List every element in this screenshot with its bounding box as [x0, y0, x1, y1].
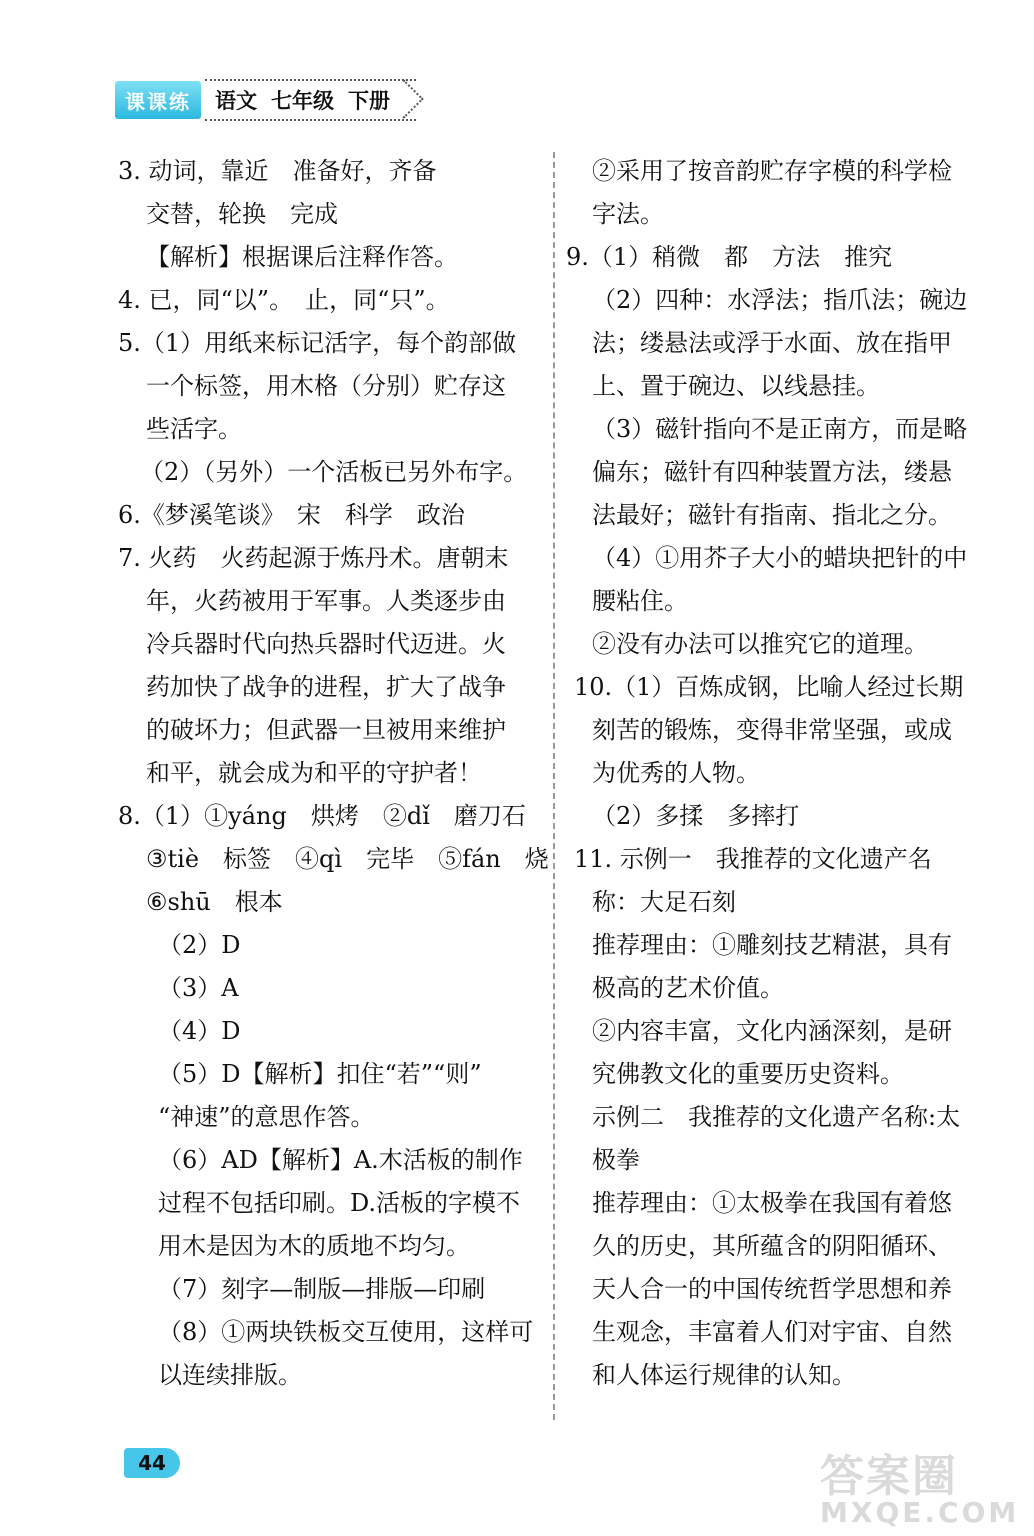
subject-label: 语文	[215, 89, 257, 113]
book-title	[205, 79, 416, 121]
answer-line: 5.（1）用纸来标记活字，每个韵部做	[118, 329, 517, 357]
right-column	[566, 150, 986, 1397]
answer-line: 3. 动词，靠近 准备好，齐备	[118, 157, 437, 185]
answer-line: （6）AD【解析】A.木活板的制作	[158, 1146, 523, 1174]
answer-line: （4）D	[158, 1017, 241, 1045]
answer-line: “神速”的意思作答。	[158, 1103, 375, 1131]
answer-line: 和人体运行规律的认知。	[592, 1361, 856, 1389]
answer-line: 过程不包括印刷。D.活板的字模不	[158, 1189, 521, 1217]
volume-label: 下册	[348, 89, 390, 113]
answer-line: 法最好；磁针有指南、指北之分。	[592, 501, 952, 529]
answer-line: ②采用了按音韵贮存字模的科学检	[592, 157, 952, 185]
answer-line: 10.（1）百炼成钢，比喻人经过长期	[574, 673, 964, 701]
answer-line: 用木是因为木的质地不均匀。	[158, 1232, 470, 1260]
answer-line: ②内容丰富，文化内涵深刻，是研	[592, 1017, 952, 1045]
answer-line: （3）磁针指向不是正南方，而是略	[592, 415, 968, 443]
answer-line: 上、置于碗边、以线悬挂。	[592, 372, 880, 400]
answer-line: 字法。	[592, 200, 664, 228]
answer-line: 8.（1）①yáng 烘烤 ②dǐ 磨刀石	[118, 802, 526, 830]
answer-line: 称：大足石刻	[592, 888, 736, 916]
answer-line: 以连续排版。	[158, 1361, 302, 1389]
answer-line: 示例二 我推荐的文化遗产名称:太	[592, 1103, 961, 1131]
page-number: 44	[124, 1448, 180, 1478]
brand-label: 课课练	[115, 81, 201, 119]
answer-line: 久的历史，其所蕴含的阴阳循环、	[592, 1232, 952, 1260]
watermark-url: MXQE.COM	[820, 1496, 1020, 1529]
answer-line: 9.（1）稍微 都 方法 推究	[566, 243, 893, 271]
answer-line: 偏东；磁针有四种装置方法，缕悬	[592, 458, 952, 486]
answer-line: （5）D【解析】扣住“若”“则”	[158, 1060, 482, 1088]
answer-line: 【解析】根据课后注释作答。	[146, 243, 458, 271]
answer-line: 极高的艺术价值。	[592, 974, 784, 1002]
answer-line: 交替，轮换 完成	[146, 200, 338, 228]
left-column	[118, 150, 549, 1397]
answer-line: 6.《梦溪笔谈》 宋 科学 政治	[118, 501, 465, 529]
answer-line: 究佛教文化的重要历史资料。	[592, 1060, 904, 1088]
answer-line: 推荐理由：①太极拳在我国有着悠	[592, 1189, 952, 1217]
answer-line: 和平，就会成为和平的守护者！	[146, 759, 482, 787]
answer-line: 天人合一的中国传统哲学思想和养	[592, 1275, 952, 1303]
answer-line: 为优秀的人物。	[592, 759, 760, 787]
answer-line: 冷兵器时代向热兵器时代迈进。火	[146, 630, 506, 658]
answer-line: ⑥shū 根本	[146, 888, 283, 916]
answer-line: （2）多揉 多摔打	[592, 802, 800, 830]
answer-line: 的破坏力；但武器一旦被用来维护	[146, 716, 506, 744]
watermark-text: 答案圈	[820, 1451, 958, 1502]
grade-label: 七年级	[271, 89, 334, 113]
answer-line: ③tiè 标签 ④qì 完毕 ⑤fán 烧	[146, 845, 549, 873]
answer-line: （7）刻字—制版—排版—印刷	[158, 1275, 486, 1303]
answer-line: 药加快了战争的进程，扩大了战争	[146, 673, 506, 701]
answer-line: 极拳	[592, 1146, 640, 1174]
page-header	[115, 80, 416, 120]
answer-line: 4. 已，同“以”。 止，同“只”。	[118, 286, 450, 314]
answer-line: ②没有办法可以推究它的道理。	[592, 630, 928, 658]
answer-line: 生观念，丰富着人们对宇宙、自然	[592, 1318, 952, 1346]
answer-line: （2）D	[158, 931, 241, 959]
answer-line: 推荐理由：①雕刻技艺精湛，具有	[592, 931, 952, 959]
answer-line: （4）①用芥子大小的蜡块把针的中	[592, 544, 968, 572]
column-divider	[553, 152, 555, 1420]
answer-line: 一个标签，用木格（分别）贮存这	[146, 372, 506, 400]
answer-line: （2）四种：水浮法；指爪法；碗边	[592, 286, 968, 314]
answer-line: 11. 示例一 我推荐的文化遗产名	[574, 845, 932, 873]
answer-line: （2）（另外）一个活板已另外布字。	[140, 458, 528, 486]
answer-line: 7. 火药 火药起源于炼丹术。唐朝末	[118, 544, 509, 572]
answer-line: （8）①两块铁板交互使用，这样可	[158, 1318, 534, 1346]
watermark	[820, 1440, 1020, 1530]
answer-line: 些活字。	[146, 415, 242, 443]
answer-line: 年，火药被用于军事。人类逐步由	[146, 587, 506, 615]
answer-line: 法；缕悬法或浮于水面、放在指甲	[592, 329, 952, 357]
answer-line: （3）A	[158, 974, 239, 1002]
answer-line: 腰粘住。	[592, 587, 688, 615]
answer-line: 刻苦的锻炼，变得非常坚强，或成	[592, 716, 952, 744]
